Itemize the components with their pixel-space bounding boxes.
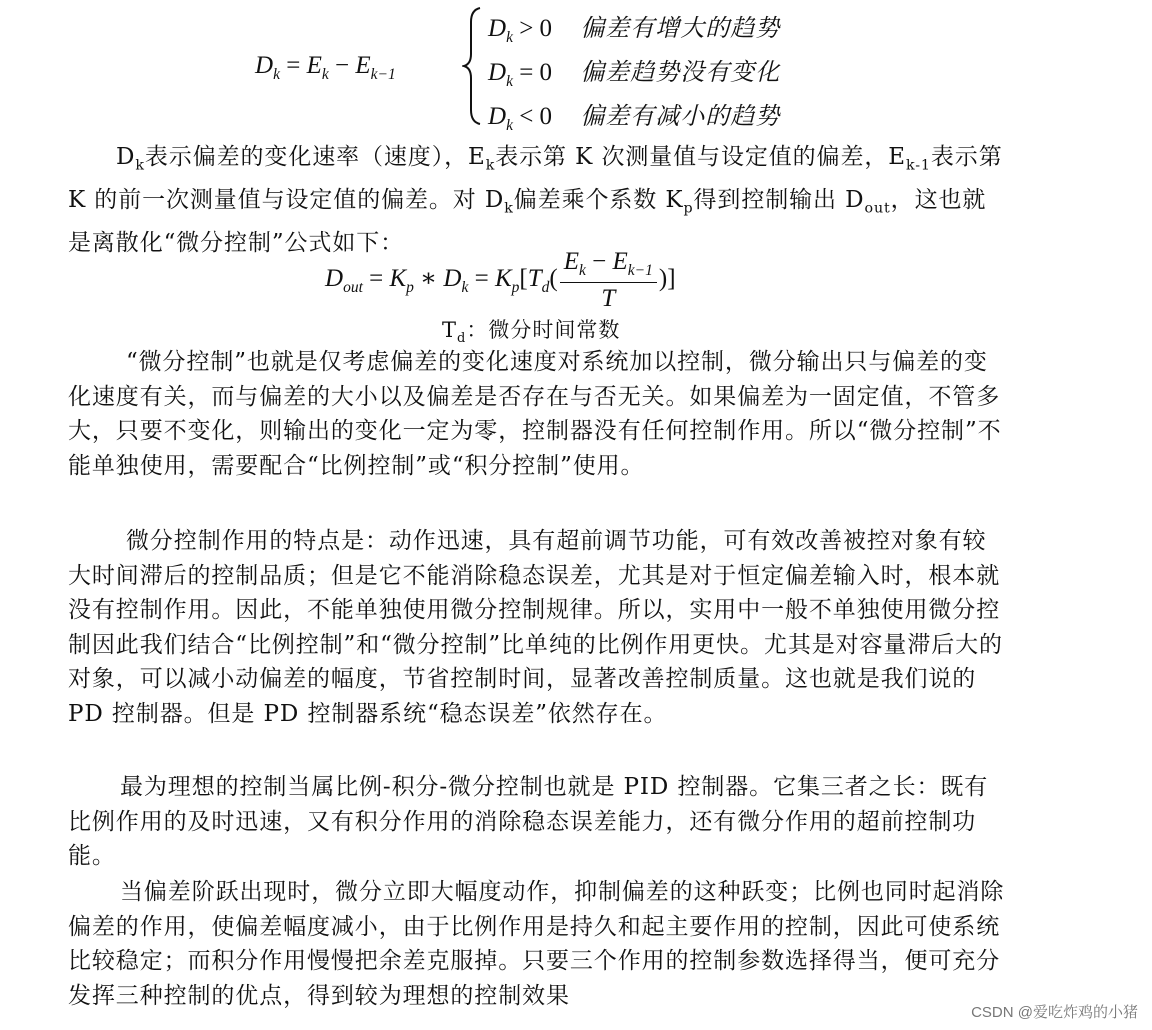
ek-subscript: k [579,262,586,279]
kp-subscript: p [511,279,520,297]
case-sub: k [506,117,513,134]
formula-dk-definition: $D_k = E_k - E_{k-1}$ [255,52,396,83]
fraction [560,248,657,313]
ek-symbol: E [563,248,580,275]
case-sub: k [506,29,513,46]
td-caption-text: ：微分时间常数 [466,318,621,342]
dk-subscript: k [273,66,280,83]
td-symbol: T [442,318,458,342]
text-run: 表示偏差的变化速率（速度），E [144,144,486,170]
ek-symbol: E [306,52,322,79]
paragraph-dk-explanation [68,140,1008,261]
equals-sign: = [362,265,390,293]
minus-sign: − [585,248,613,275]
case-op: < 0 [519,103,553,130]
subscript: k [135,157,145,174]
dk-subscript: k [461,279,469,297]
case-note: 偏差有增大的趋势 [580,14,781,42]
minus-sign: − [328,52,356,79]
case-var: D [488,59,507,86]
ek1-symbol: E [355,52,371,79]
formula-dout [325,248,676,313]
fraction-denominator: T [601,285,616,312]
case-op: = 0 [519,59,553,86]
close-bracket: )] [658,265,676,293]
case-negative [488,96,780,135]
open-bracket: [ [519,265,528,293]
csdn-watermark: CSDN @爱吃炸鸡的小猪 [971,1004,1138,1021]
ek1-subscript: k−1 [627,262,653,279]
subscript: p [683,200,694,217]
td-subscript: d [541,279,550,297]
text-run: ，这也就是离散化“微分控制”公式如下： [68,187,987,257]
case-zero [488,52,780,91]
subscript: out [864,200,891,217]
case-note: 偏差趋势没有变化 [580,58,781,86]
kp-subscript: p [406,279,414,297]
paragraph-pid-ideal: 最为理想的控制当属比例-积分-微分控制也就是 PID 控制器。它集三者之长：既有比例作用的及时迅速，又有积分作用的消除稳态误差能力，还有微分作用的超前控制功能。 [68,774,989,870]
multiply-sign: ∗ [413,265,444,293]
case-var: D [488,103,507,130]
dk-symbol: D [255,52,274,79]
text-run: 得到控制输出 D [693,187,865,214]
case-sub: k [506,73,513,90]
case-var: D [488,15,507,42]
kp-symbol: K [494,265,512,293]
open-paren: ( [549,265,558,293]
ek-subscript: k [321,66,329,83]
equals-sign: = [468,265,495,293]
dout-subscript: out [343,279,363,297]
subscript: k [504,200,514,217]
text-run: 表示第 K 的前一次测量值与设定值的偏差。对 D [68,144,1003,214]
left-brace-icon [462,6,484,126]
case-note: 偏差有减小的趋势 [580,102,781,130]
ek1-symbol: E [612,248,628,275]
subscript: k-1 [905,157,931,174]
dk-symbol: D [443,265,462,293]
td-subscript: d [457,331,467,347]
dout-symbol: D [325,265,344,293]
subscript: k [485,157,496,174]
td-caption [442,314,620,346]
text-run: 偏差乘个系数 K [513,187,684,214]
paragraph-derivative-control: “微分控制”也就是仅考虑偏差的变化速度对系统加以控制，微分输出只与偏差的变化速度有关，而与偏差的大小以及偏差是否存在与否无关。如果偏差为一固定值，不管多大，只要不变化，则输出的变化一定为零，控制器没有任何控制作用。所以“微分控制”不能单独使用，需要配合“比例控制”或“积分控制”使用。 [68,349,1002,479]
case-op: > 0 [519,15,553,42]
text-run: D [116,144,136,170]
case-positive [488,8,780,47]
paragraph-step-response: 当偏差阶跃出现时，微分立即大幅度动作，抑制偏差的这种跃变；比例也同时起消除偏差的作用，使偏差幅度减小，由于比例作用是持久和起主要作用的控制，因此可使系统比较稳定；而积分作用慢慢把余差克服掉。只要三个作用的控制参数选择得当，便可充分发挥三种控制的优点，得到较为理想的控制效果 [68,879,1005,1009]
ek1-subscript: k−1 [370,66,396,83]
paragraph-derivative-features: 微分控制作用的特点是：动作迅速，具有超前调节功能，可有效改善被控对象有较大时间滞后的控制品质；但是它不能消除稳态误差，尤其是对于恒定偏差输入时，根本就没有控制作用。因此，不能单独使用微分控制规律。所以，实用中一般不单独使用微分控制因此我们结合“比例控制”和“微分控制”比单纯的比例作用更快。尤其是对容量滞后大的对象，可以减小动偏差的幅度，节省控制时间，显著改善控制质量。这也就是我们说的 PD 控制器。但是 PD 控制器系统“稳态误差”依然存在。 [68,528,1003,727]
text-run: 表示第 K 次测量值与设定值的偏差，E [495,144,906,170]
fraction-numerator [560,248,657,283]
td-symbol: T [527,265,542,293]
kp-symbol: K [389,265,407,293]
